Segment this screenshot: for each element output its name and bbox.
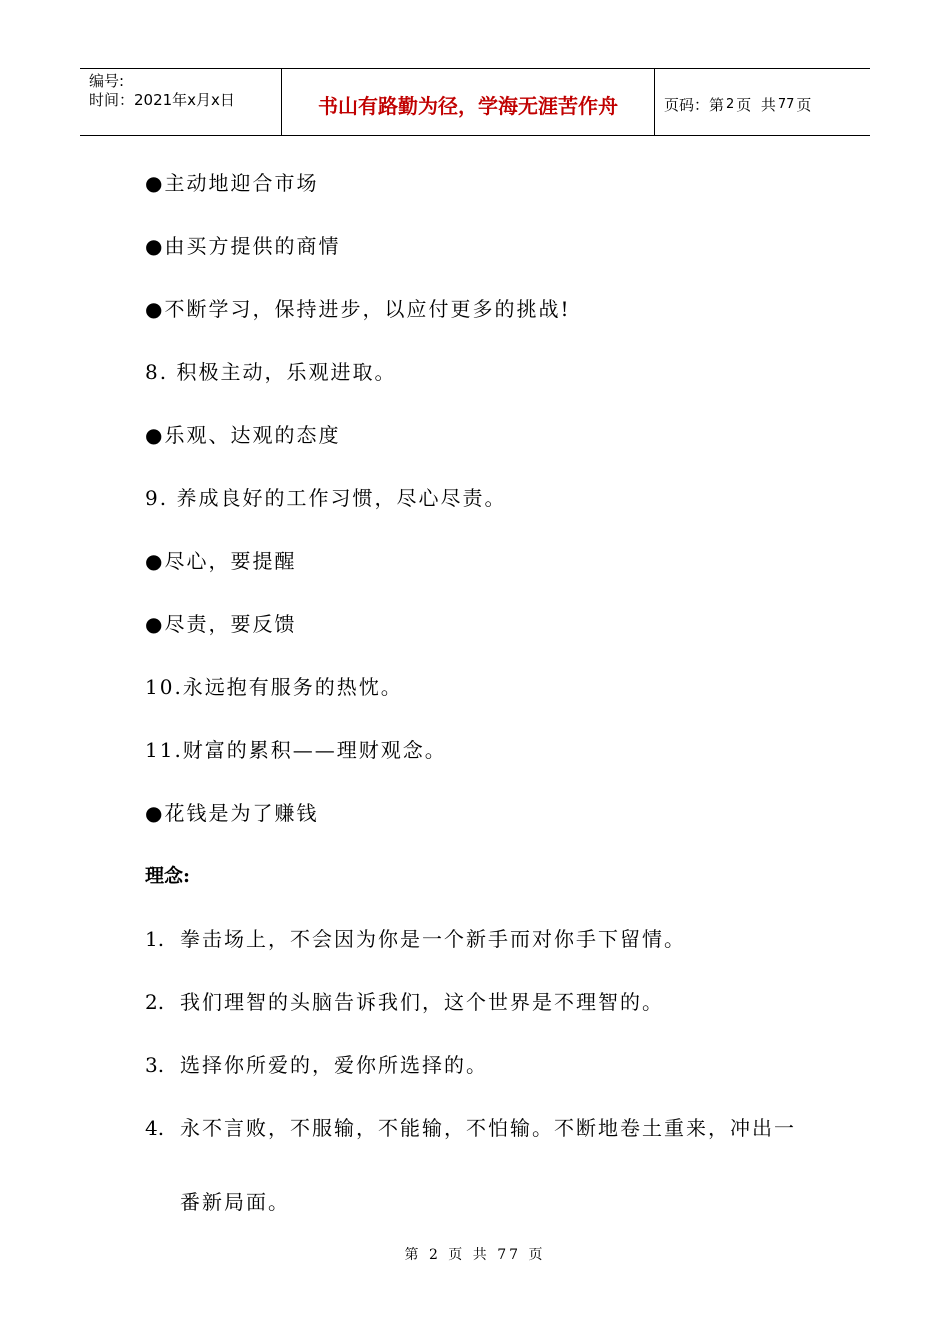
principle-number: 2. (145, 990, 165, 1014)
body-line: ●不断学习，保持进步，以应付更多的挑战! (145, 297, 571, 321)
body-line: 9. 养成良好的工作习惯，尽心尽责。 (145, 486, 507, 510)
header-motto-cell (282, 69, 655, 135)
code-label: 编号: (89, 72, 125, 90)
principle-text: 拳击场上，不会因为你是一个新手而对你手下留情。 (180, 927, 686, 951)
body-line: ●花钱是为了赚钱 (145, 801, 319, 825)
body-line: ●尽心，要提醒 (145, 549, 297, 573)
page-mid: 页 共 (736, 95, 776, 114)
principle-item (145, 1109, 825, 1172)
page-prefix: 页码：第 (664, 95, 725, 114)
principle-number: 1. (145, 927, 165, 951)
body-line: ●由买方提供的商情 (145, 234, 341, 258)
body-line: 10.永远抱有服务的热忱。 (145, 675, 403, 699)
date-text: 时间：2021年x月x日 (89, 91, 235, 109)
principle-item (145, 1046, 825, 1109)
page-number: 2 (726, 96, 735, 112)
principle-item (145, 983, 825, 1046)
page-footer: 第 2 页 共 77 页 (404, 1247, 546, 1263)
principle-number: 4. (145, 1116, 165, 1140)
body-line: 8. 积极主动，乐观进取。 (145, 360, 397, 384)
body-line: ●乐观、达观的态度 (145, 423, 341, 447)
header-info-cell (80, 69, 282, 135)
principle-text: 永不言败，不服输，不能输，不怕输。不断地卷土重来，冲出一 (180, 1116, 796, 1140)
document-body (145, 164, 825, 1246)
header-page-cell (655, 69, 870, 135)
page-suffix: 页 (796, 95, 812, 114)
body-line: 11.财富的累积——理财观念。 (145, 738, 447, 762)
body-line: ●尽责，要反馈 (145, 612, 297, 636)
section-title: 理念: (145, 865, 191, 887)
total-pages: 77 (777, 96, 795, 112)
motto-text: 书山有路勤为径，学海无涯苦作舟 (318, 93, 618, 118)
principle-continuation: 番新局面。 (180, 1190, 290, 1214)
principle-number: 3. (145, 1053, 165, 1077)
principle-item (145, 920, 825, 983)
body-line: ●主动地迎合市场 (145, 171, 319, 195)
page-header (80, 68, 870, 136)
principle-text: 选择你所爱的，爱你所选择的。 (180, 1053, 488, 1077)
principle-text: 我们理智的头脑告诉我们，这个世界是不理智的。 (180, 990, 664, 1014)
